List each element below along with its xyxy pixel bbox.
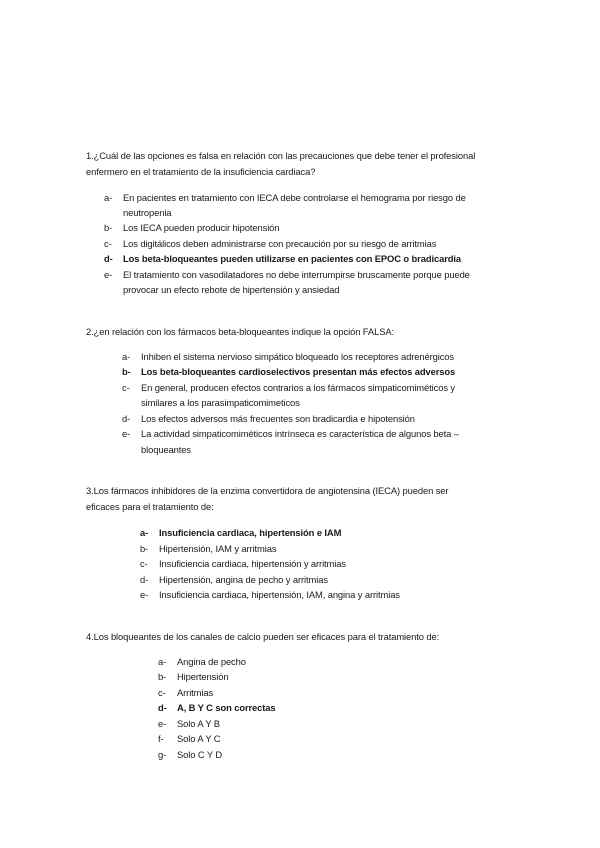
option-b: [158, 671, 228, 683]
option-b-answer: [122, 366, 455, 378]
option-c-continued: similares a los parasimpaticomimeticos: [141, 397, 300, 408]
option-g: [158, 749, 222, 761]
option-text: En pacientes en tratamiento con IECA debe controlarse el hemograma por riesgo de: [123, 192, 466, 203]
option-c: [140, 558, 346, 570]
option-a: [158, 656, 246, 668]
option-text: La actividad simpaticomiméticos intrínseca es característica de algunos beta –: [141, 428, 459, 439]
option-a-continued: neutropenia: [123, 207, 172, 218]
option-text: Los beta-bloqueantes cardioselectivos presentan más efectos adversos: [141, 366, 456, 377]
option-a-answer: [140, 527, 341, 539]
option-text: El tratamiento con vasodilatadores no debe interrumpirse bruscamente porque puede: [123, 269, 470, 280]
option-f: [158, 733, 220, 745]
option-marker: b-: [140, 543, 149, 554]
option-marker: e-: [104, 269, 113, 280]
option-marker: b-: [158, 671, 167, 682]
option-a: [104, 192, 466, 204]
option-text: Angina de pecho: [177, 656, 246, 667]
option-marker: g-: [158, 749, 167, 760]
option-marker: d-: [158, 702, 167, 713]
option-marker: b-: [122, 366, 131, 377]
question-stem: 4.Los bloqueantes de los canales de calcio pueden ser eficaces para el tratamiento de:: [86, 631, 440, 642]
question-stem: 1.¿Cuál de las opciones es falsa en relación con las precauciones que debe tener el profesional: [86, 150, 476, 161]
option-text: Los efectos adversos más frecuentes son bradicardia e hipotensión: [141, 413, 415, 424]
option-e: [104, 269, 470, 281]
option-b: [104, 222, 279, 234]
option-text: Los digitálicos deben administrarse con precaución por su riesgo de arritmias: [123, 238, 437, 249]
question-stem: 3.Los fármacos inhibidores de la enzima convertidora de angiotensina (IECA) pueden ser: [86, 485, 449, 496]
question-stem: eficaces para el tratamiento de:: [86, 501, 214, 512]
option-marker: a-: [104, 192, 113, 203]
question-stem: 2.¿en relación con los fármacos beta-bloqueantes indique la opción FALSA:: [86, 326, 394, 337]
option-text: A, B Y C son correctas: [177, 702, 276, 713]
option-text: Solo A Y C: [177, 733, 221, 744]
option-marker: d-: [140, 574, 149, 585]
question-stem: enfermero en el tratamiento de la insuficiencia cardiaca?: [86, 166, 316, 177]
option-marker: a-: [122, 351, 131, 362]
option-marker: a-: [140, 527, 149, 538]
option-marker: d-: [104, 253, 113, 264]
option-text: Insuficiencia cardiaca, hipertensión e IAM: [159, 527, 342, 538]
option-d-answer: [158, 702, 276, 714]
option-e: [140, 589, 400, 601]
option-text: Inhiben el sistema nervioso simpático bloqueado los receptores adrenérgicos: [141, 351, 454, 362]
option-text: Hipertensión, IAM y arritmias: [159, 543, 277, 554]
option-marker: a-: [158, 656, 167, 667]
option-marker: c-: [104, 238, 112, 249]
option-text: Arritmias: [177, 687, 214, 698]
option-a: [122, 351, 454, 363]
option-text: Los IECA pueden producir hipotensión: [123, 222, 280, 233]
option-marker: e-: [122, 428, 131, 439]
option-text: Solo C Y D: [177, 749, 223, 760]
option-c: [104, 238, 436, 250]
option-marker: e-: [140, 589, 149, 600]
option-d: [122, 413, 415, 425]
option-marker: c-: [122, 382, 130, 393]
option-e-continued: provocar un efecto rebote de hipertensión y ansiedad: [123, 284, 340, 295]
option-text: Los beta-bloqueantes pueden utilizarse en pacientes con EPOC o bradicardia: [123, 253, 461, 264]
option-text: Insuficiencia cardiaca, hipertensión, IAM, angina y arritmias: [159, 589, 400, 600]
option-marker: e-: [158, 718, 167, 729]
option-text: Solo A Y B: [177, 718, 220, 729]
option-e: [158, 718, 220, 730]
option-text: Hipertensión, angina de pecho y arritmias: [159, 574, 328, 585]
option-marker: f-: [158, 733, 164, 744]
option-marker: b-: [104, 222, 113, 233]
option-marker: d-: [122, 413, 131, 424]
option-c: [158, 687, 213, 699]
option-e-continued: bloqueantes: [141, 444, 191, 455]
option-marker: c-: [140, 558, 148, 569]
option-d-answer: [104, 253, 461, 265]
option-d: [140, 574, 328, 586]
option-text: En general, producen efectos contrarios a los fármacos simpaticomiméticos y: [141, 382, 455, 393]
option-b: [140, 543, 276, 555]
option-e: [122, 428, 459, 440]
option-text: Hipertensión: [177, 671, 229, 682]
option-marker: c-: [158, 687, 166, 698]
option-c: [122, 382, 455, 394]
option-text: Insuficiencia cardiaca, hipertensión y arritmias: [159, 558, 346, 569]
